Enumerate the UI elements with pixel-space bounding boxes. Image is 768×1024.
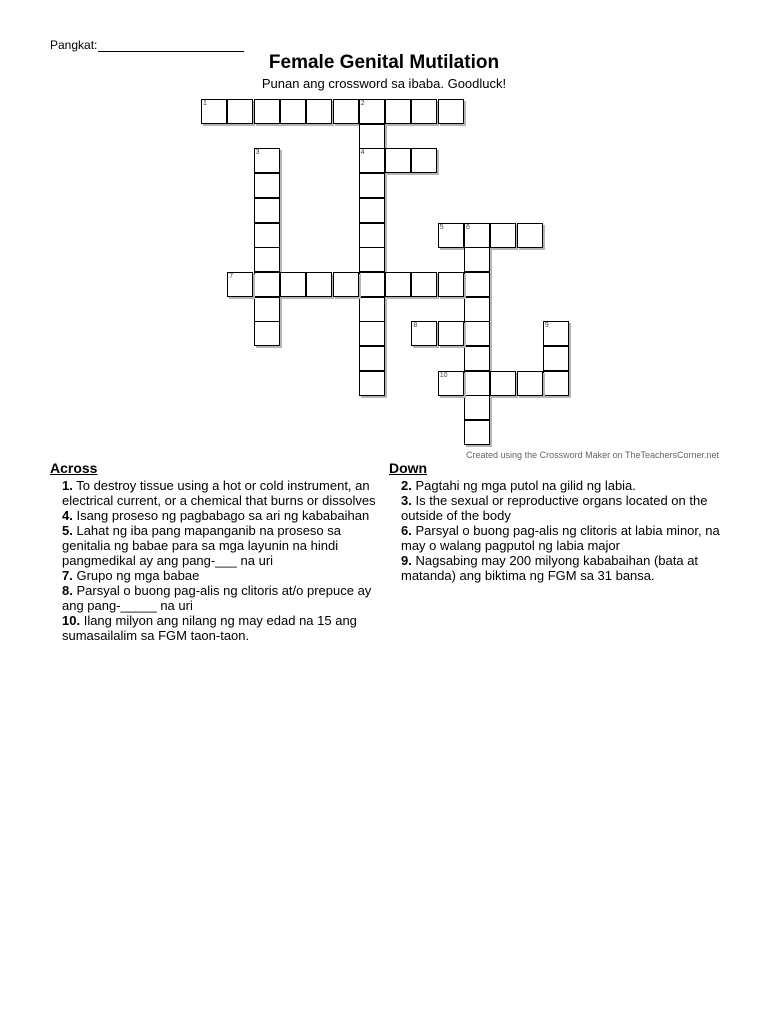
page-title: Female Genital Mutilation [268,52,500,73]
crossword-cell[interactable] [254,321,280,346]
clue-number: 9 [544,322,549,330]
clue-item: 8. Parsyal o buong pag-alis ng clitoris at/o prepuce ay ang pang-_____ na uri [62,583,372,613]
crossword-cell[interactable] [464,420,490,445]
clue-item: 3. Is the sexual or reproductive organs located on the outside of the body [401,493,708,523]
crossword-cell[interactable] [411,148,437,173]
crossword-cell[interactable] [543,346,569,371]
crossword-cell[interactable] [359,321,385,346]
crossword-cell[interactable] [254,198,280,223]
crossword-cell[interactable] [517,223,543,248]
crossword-cell[interactable] [490,371,516,396]
crossword-cell[interactable] [359,297,385,322]
clue-number: 8 [413,322,418,330]
crossword-cell[interactable] [333,99,359,124]
clue-number: 7 [229,272,234,280]
crossword-cell[interactable] [464,272,490,297]
page-subtitle: Punan ang crossword sa ibaba. Goodluck! [261,76,507,91]
group-label: Pangkat: [50,38,98,52]
crossword-cell[interactable] [543,371,569,396]
crossword-cell[interactable] [464,223,490,248]
clue-number: 1 [203,100,207,107]
down-heading: Down [389,460,428,476]
clue-item: 5. Lahat ng iba pang mapanganib na proseso sa genitalia ng babae para sa mga layunin na hindi pangmedikal ay ang pang-___ na uri [62,523,342,568]
crossword-cell[interactable] [359,198,385,223]
crossword-cell[interactable] [201,99,227,124]
crossword-cell[interactable] [254,99,280,124]
crossword-cell[interactable] [359,124,385,149]
crossword-cell[interactable] [411,99,437,124]
crossword-cell[interactable] [438,371,464,396]
crossword-cell[interactable] [385,99,411,124]
crossword-cell[interactable] [464,371,490,396]
crossword-cell[interactable] [227,99,253,124]
crossword-cell[interactable] [359,346,385,371]
crossword-cell[interactable] [438,99,464,124]
crossword-cell[interactable] [464,247,490,272]
across-heading: Across [50,460,98,476]
crossword-cell[interactable] [254,223,280,248]
clue-number: 5 [439,223,444,231]
crossword-cell[interactable] [359,173,385,198]
crossword-cell[interactable] [280,99,306,124]
crossword-grid [0,0,768,460]
crossword-cell[interactable] [306,272,332,297]
crossword-cell[interactable] [227,272,253,297]
crossword-cell[interactable] [333,272,359,297]
crossword-cell[interactable] [464,395,490,420]
crossword-cell[interactable] [359,148,385,173]
crossword-cell[interactable] [254,247,280,272]
crossword-cell[interactable] [359,223,385,248]
crossword-cell[interactable] [254,297,280,322]
clue-item: 9. Nagsabing may 200 milyong kababaihan (bata at matanda) ang biktima ng FGM sa 31 bansa. [401,553,699,583]
clue-number: 2 [360,100,365,107]
crossword-cell[interactable] [359,247,385,272]
crossword-cell[interactable] [411,321,437,346]
crossword-cell[interactable] [464,297,490,322]
crossword-cell[interactable] [438,321,464,346]
crossword-cell[interactable] [359,272,385,297]
crossword-cell[interactable] [438,272,464,297]
crossword-cell[interactable] [385,272,411,297]
crossword-cell[interactable] [464,321,490,346]
crossword-cell[interactable] [385,148,411,173]
crossword-cell[interactable] [464,346,490,371]
clue-item: 1. To destroy tissue using a hot or cold instrument, an electrical current, or a chemical that burns or dissolves [62,478,376,508]
clue-item: 6. Parsyal o buong pag-alis ng clitoris at labia minor, na may o walang pagputol ng labia major [401,523,720,553]
crossword-cell[interactable] [359,371,385,396]
crossword-cell[interactable] [543,321,569,346]
crossword-cell[interactable] [490,223,516,248]
clue-item: 7. Grupo ng mga babae [62,568,200,583]
crossword-cell[interactable] [254,173,280,198]
crossword-cell[interactable] [438,223,464,248]
down-clues [389,461,729,583]
crossword-cell[interactable] [254,272,280,297]
credit-text: Created using the Crossword Maker on TheTeachersCorner.net [466,450,719,460]
clue-item: 4. Isang proseso ng pagbabago sa ari ng kababaihan [62,508,370,523]
clue-item: 10. Ilang milyon ang nilang ng may edad na 15 ang sumasailalim sa FGM taon-taon. [62,613,357,643]
crossword-cell[interactable] [306,99,332,124]
crossword-cell[interactable] [411,272,437,297]
crossword-cell[interactable] [254,148,280,173]
clue-number: 6 [466,223,470,231]
across-clues [50,461,380,643]
clue-number: 10 [439,371,448,379]
clue-item: 2. Pagtahi ng mga putol na gilid ng labia. [401,478,636,493]
crossword-cell[interactable] [280,272,306,297]
clue-number: 4 [360,149,365,157]
crossword-cell[interactable] [517,371,543,396]
crossword-cell[interactable] [359,99,385,124]
clue-number: 3 [255,149,260,157]
